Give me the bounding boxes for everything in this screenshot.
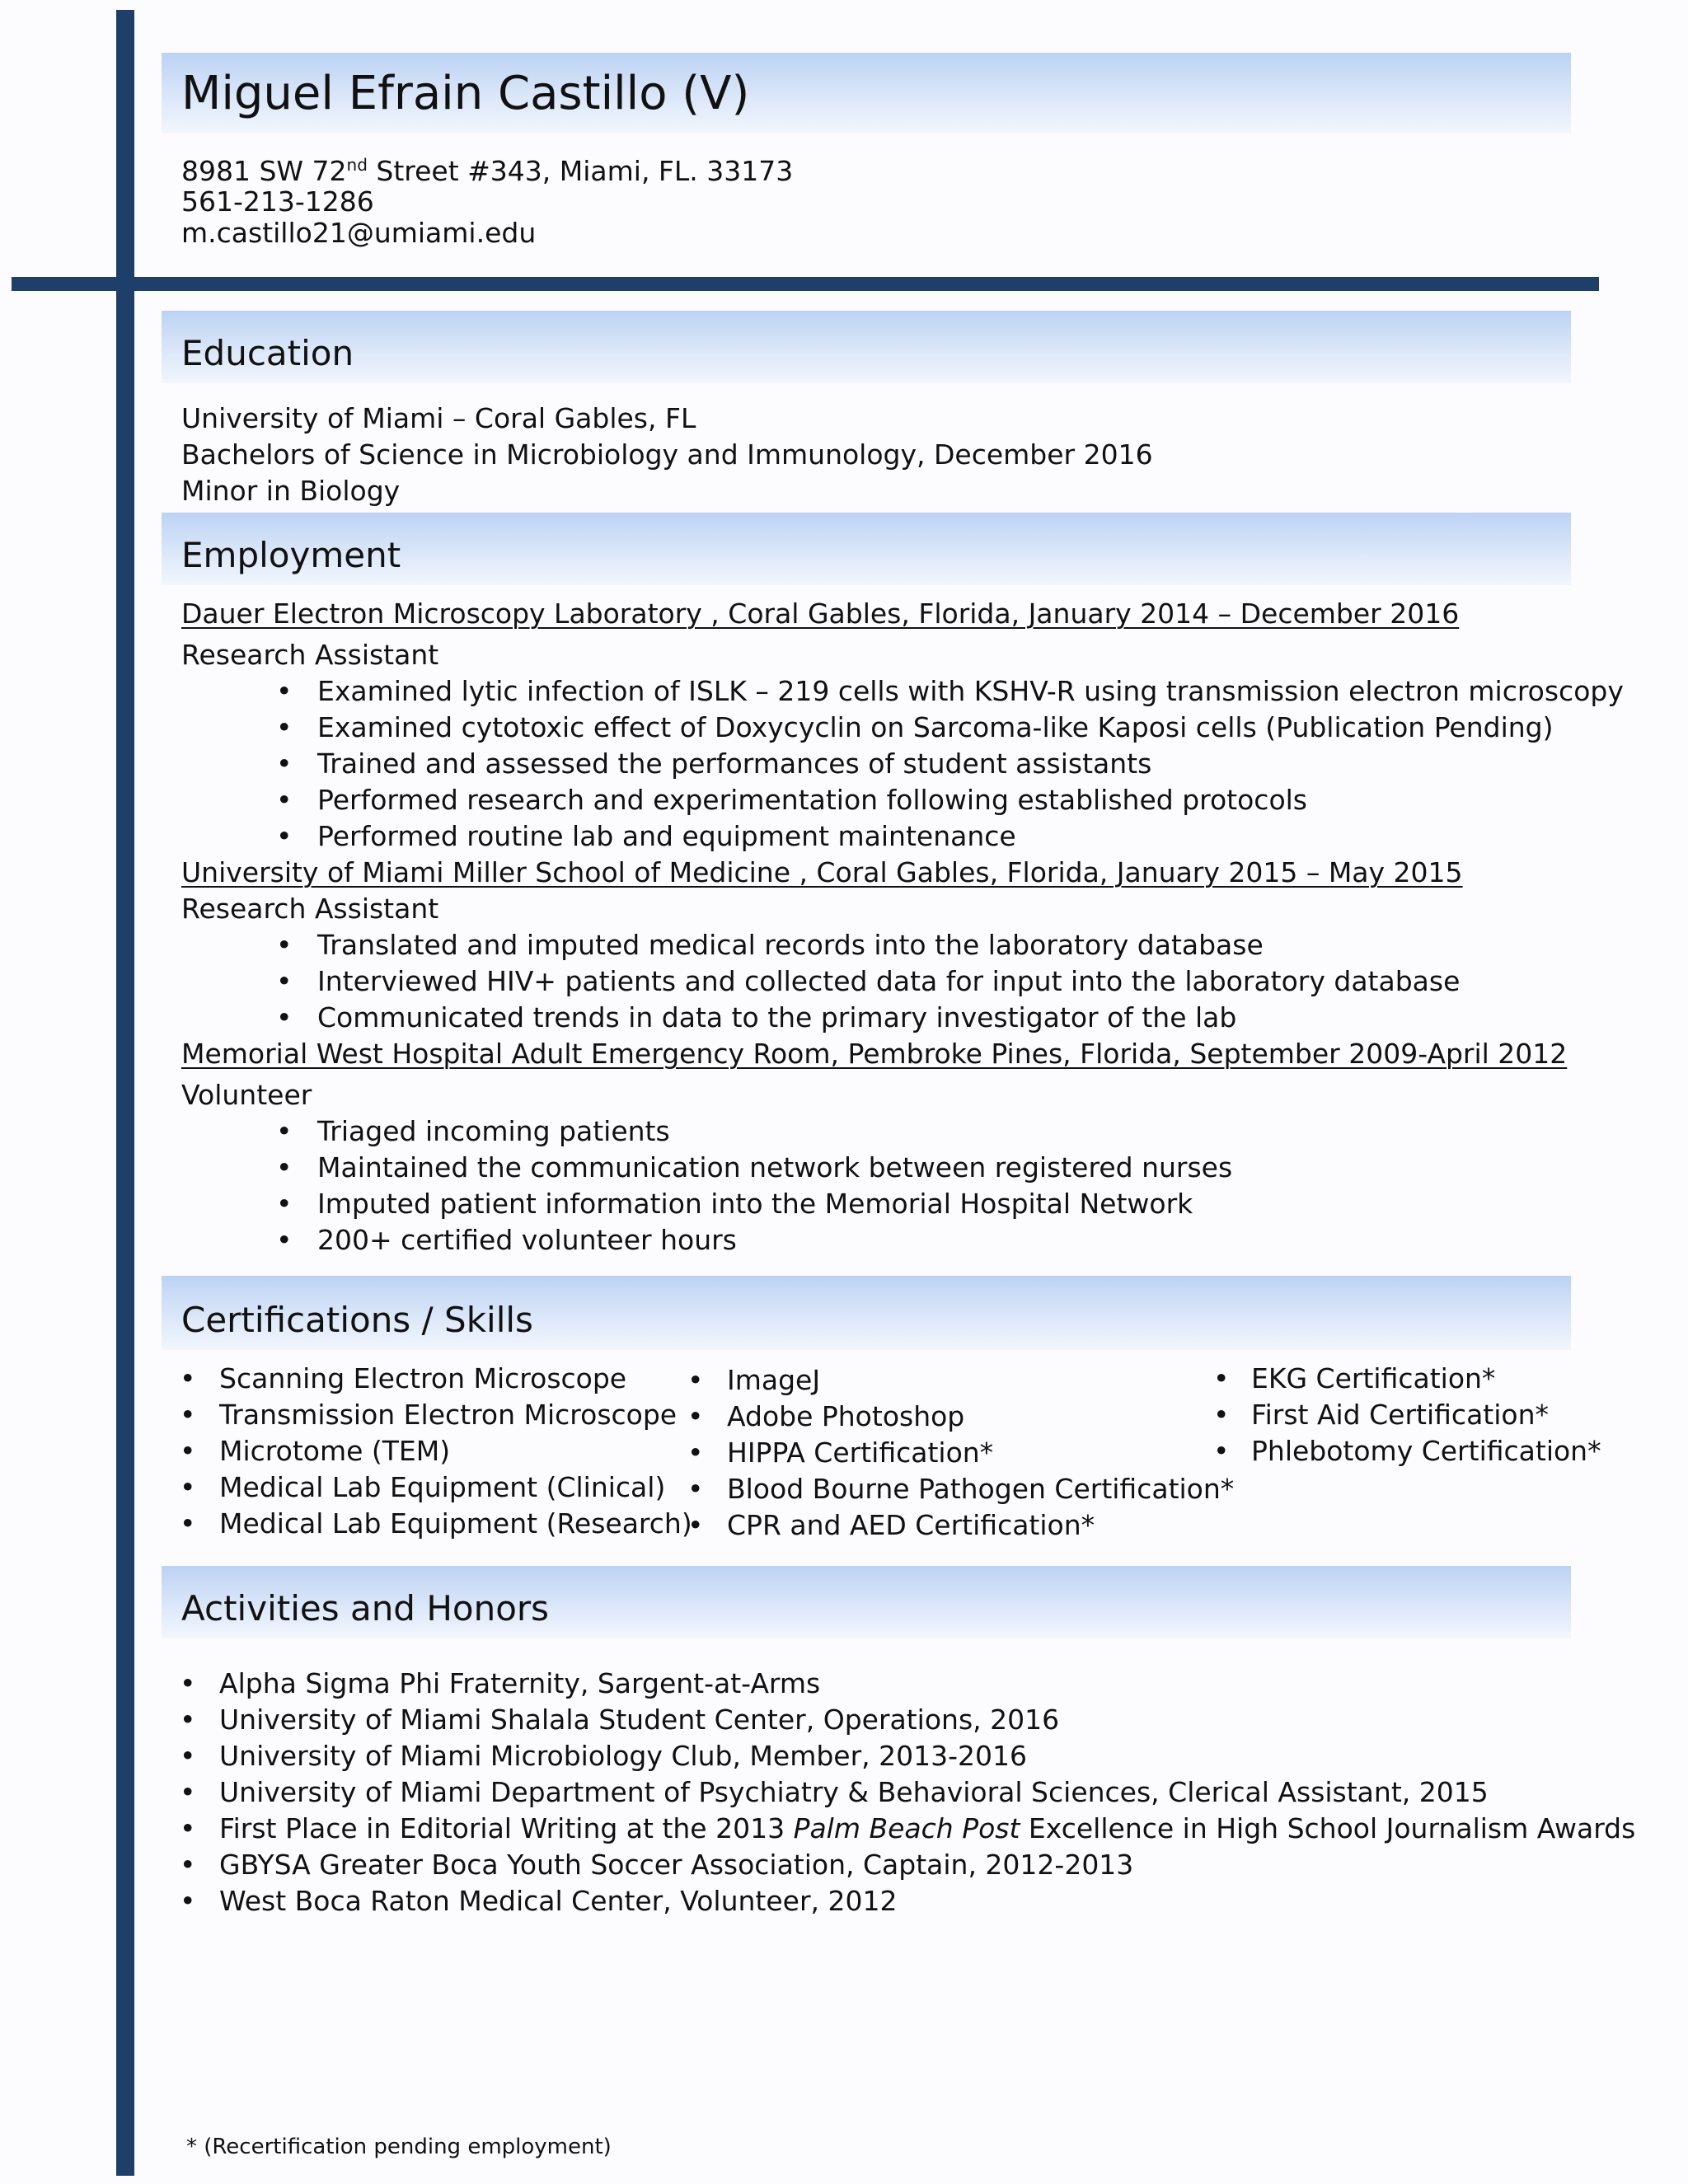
education-line: University of Miami – Coral Gables, FL (181, 402, 696, 434)
education-line: Bachelors of Science in Microbiology and Immunology, December 2016 (181, 438, 1153, 471)
section-title: Education (181, 333, 354, 373)
job-org: University of Miami Miller School of Medicine , Coral Gables, Florida, January 2015 – May 2015 (181, 856, 1463, 888)
job-org: Dauer Electron Microscopy Laboratory , Coral Gables, Florida, January 2014 – December 2016 (181, 598, 1460, 630)
section-title: Certifications / Skills (181, 1300, 533, 1340)
education-heading (162, 311, 1571, 383)
horizontal-accent-bar (12, 277, 1599, 291)
job-role: Research Assistant (181, 639, 439, 671)
education-line: Minor in Biology (181, 475, 401, 507)
section-title: Activities and Honors (181, 1588, 550, 1629)
activities-heading (162, 1566, 1571, 1638)
vertical-accent-bar (116, 10, 134, 2176)
footnote: * (Recertification pending employment) (186, 2135, 612, 2159)
skills-heading (162, 1276, 1571, 1350)
email: m.castillo21@umiami.edu (181, 217, 537, 249)
section-title: Employment (181, 535, 401, 575)
job-org: Memorial West Hospital Adult Emergency Room, Pembroke Pines, Florida, September 2009-April 2012 (181, 1038, 1568, 1070)
job-role: Research Assistant (181, 893, 439, 925)
employment-heading (162, 513, 1571, 585)
phone: 561-213-1286 (181, 185, 374, 218)
job-role: Volunteer (181, 1079, 312, 1111)
page-title: Miguel Efrain Castillo (V) (181, 67, 750, 120)
name-header (162, 53, 1571, 134)
address: 8981 SW 72nd Street #343, Miami, FL. 33173 (181, 155, 794, 187)
